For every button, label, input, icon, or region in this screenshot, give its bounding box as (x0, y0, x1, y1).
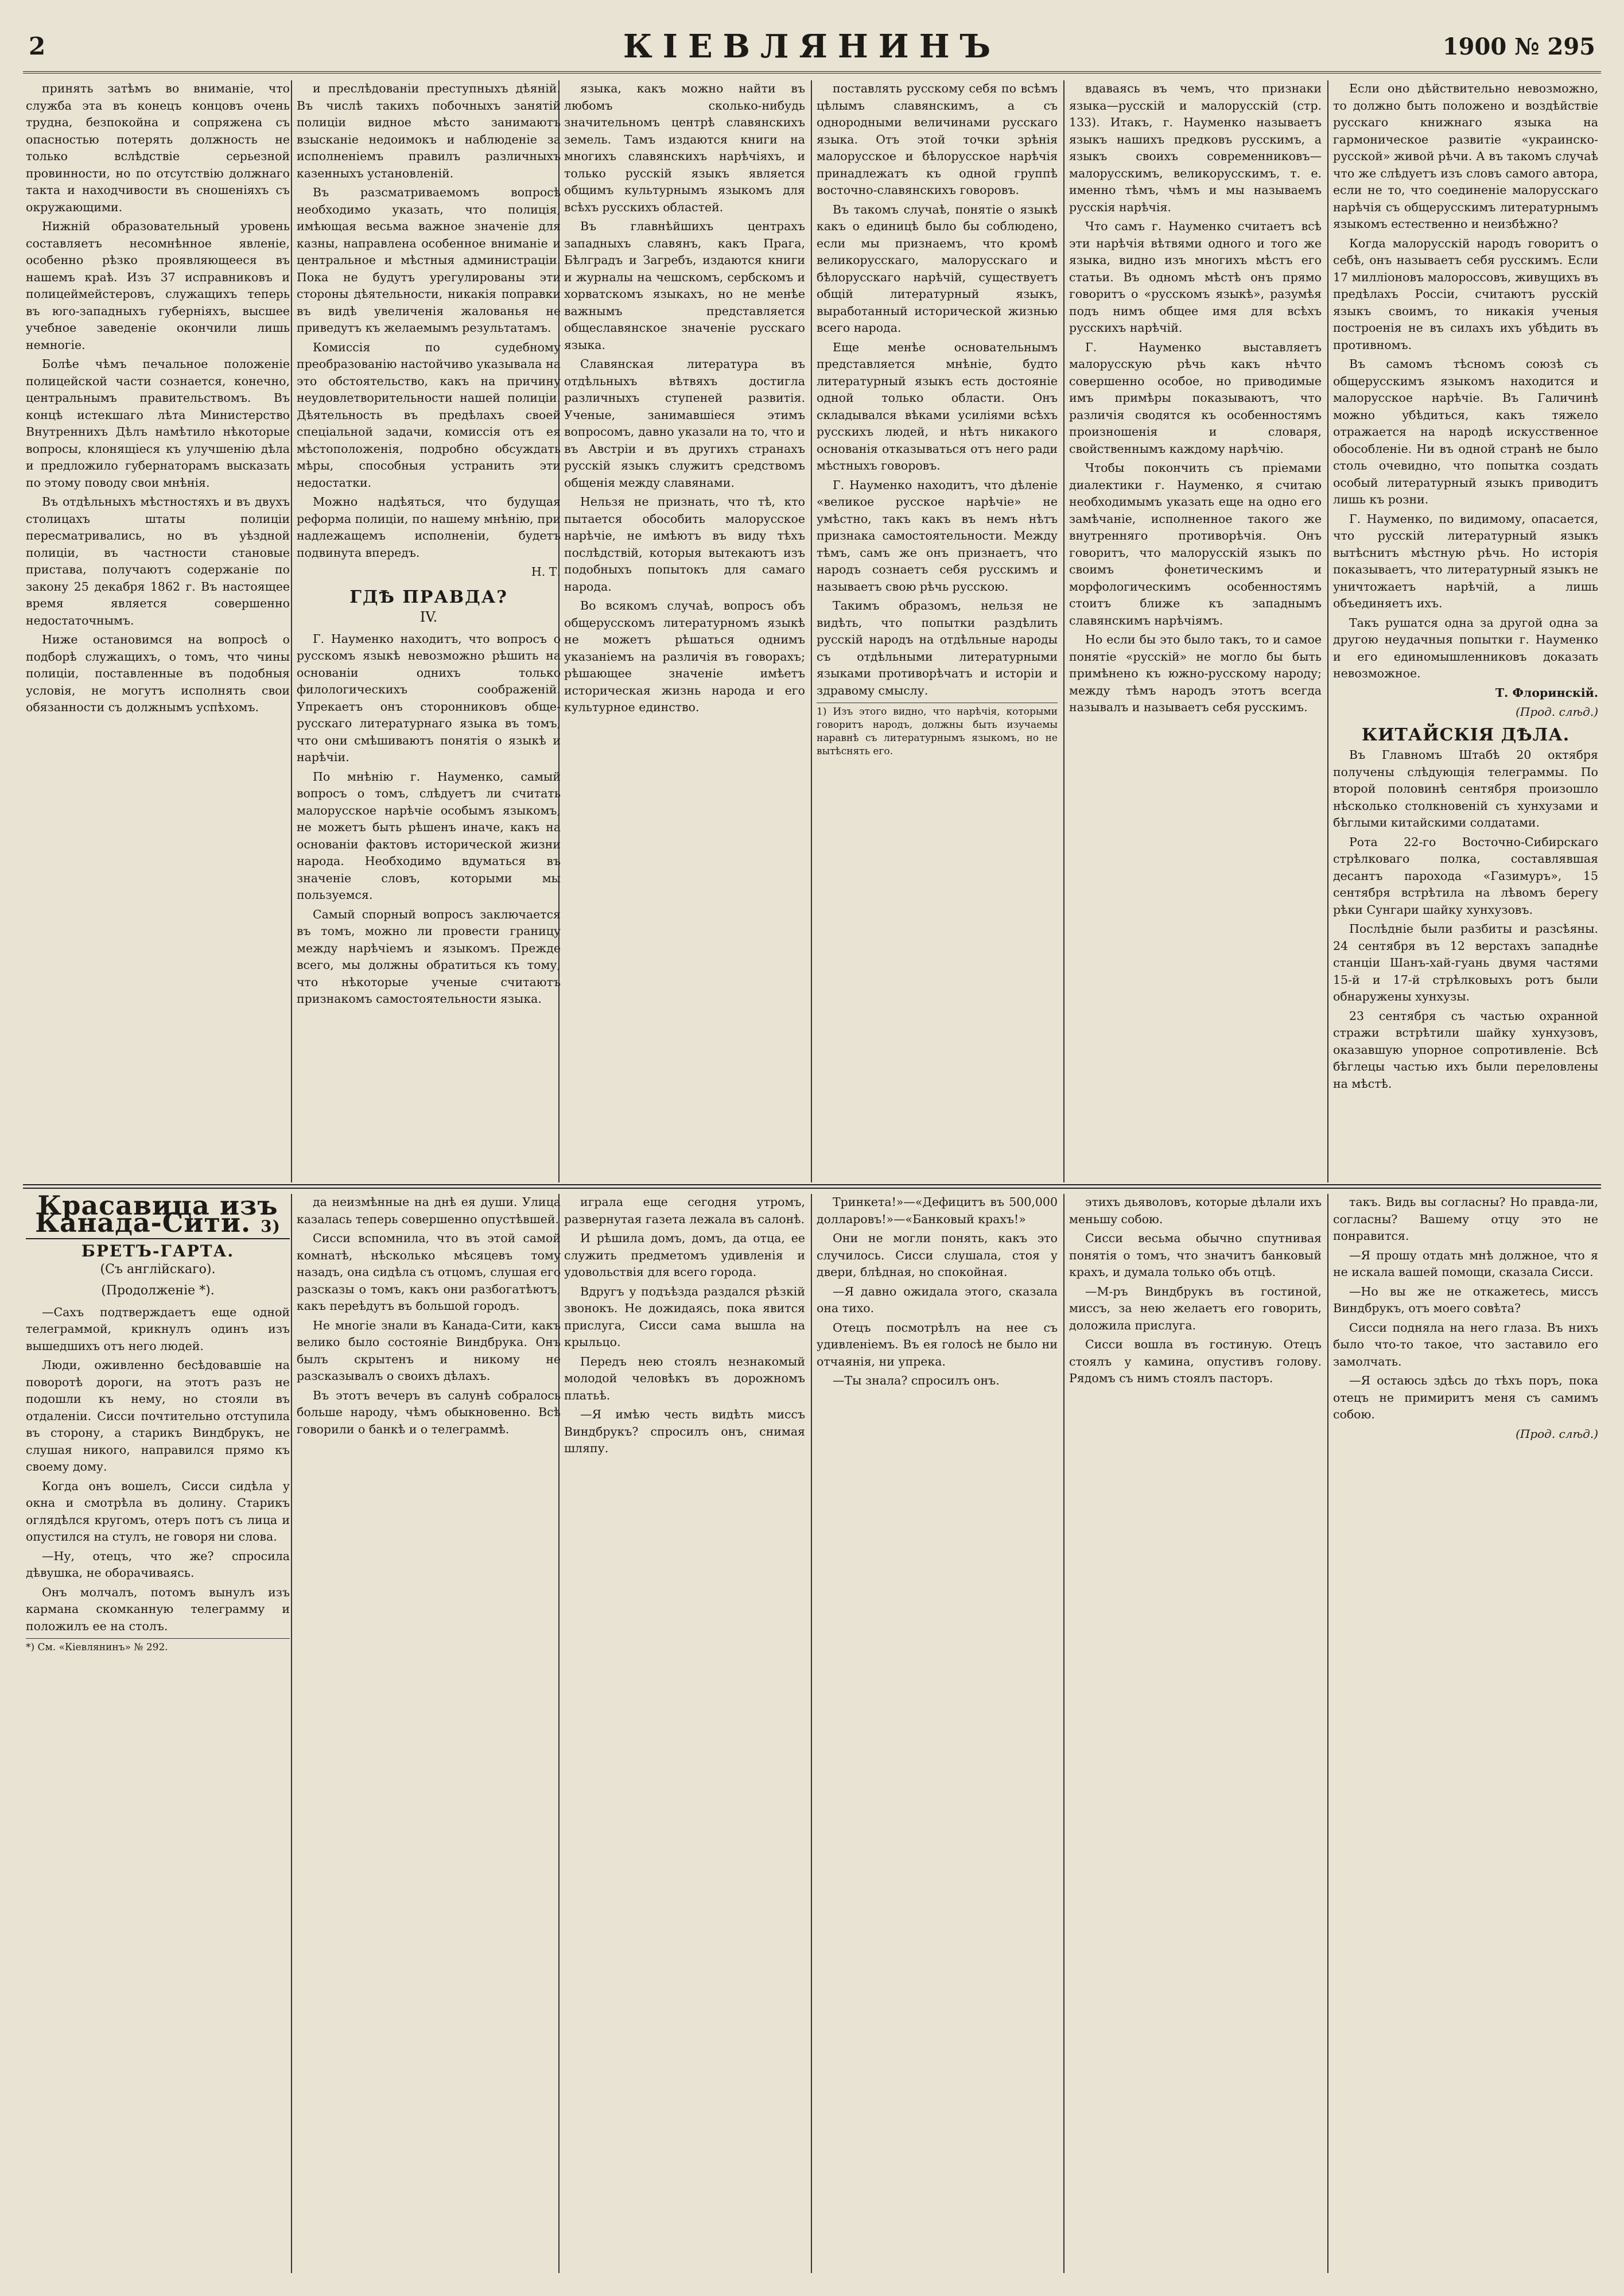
newspaper-title: КІЕВЛЯНИНЪ (623, 28, 1001, 65)
column-rule (1327, 80, 1328, 1182)
paragraph: Еще менѣе основательнымъ представляется мнѣніе, будто литературный языкъ есть достояніе одной только области. Онъ складывался вѣками усиліями всѣхъ русскихъ людей, и нѣтъ никакого основанія отказываться отъ него ради мѣстныхъ говоровъ. (817, 340, 1058, 472)
feuilleton-text-4 (817, 1194, 1058, 1390)
top-column-6 (1333, 80, 1598, 1180)
paragraph: Такъ рушатся одна за другой одна за другою неудачныя попытки г. Науменко и его единомышленниковъ доказать невозможное. (1333, 615, 1598, 680)
column-rule (291, 1194, 292, 2273)
paragraph: —Сахъ подтверждаетъ еще одной телеграммой, крикнулъ одинъ изъ вышедшихъ отъ него людей. (26, 1305, 290, 1353)
serial-continuation-note: (Продолженіе *). (101, 1283, 215, 1298)
top-column-1 (26, 80, 290, 1180)
feuilleton-column-3 (564, 1194, 805, 2273)
article-signature: Н. Т. (531, 565, 561, 579)
serial-title (26, 1194, 290, 1239)
paragraph: Нельзя не признать, что тѣ, кто пытается обособить малорусское нарѣчіе, не имѣютъ въ виду тѣхъ послѣдствій, которыя вытекаютъ изъ подобныхъ попытокъ для самаго народа. (564, 495, 805, 594)
paragraph: играла еще сегодня утромъ, развернутая газета лежала въ салонѣ. (564, 1195, 805, 1226)
paragraph: Онъ молчалъ, потомъ вынулъ изъ кармана скомканную телеграмму и положилъ ее на столъ. (26, 1585, 290, 1633)
feuilleton-column-1 (26, 1194, 290, 2273)
article-signature: Т. Флоринскій. (1495, 685, 1598, 700)
article-chinese-affairs (1333, 747, 1598, 1092)
paragraph: этихъ дьяволовъ, которые дѣлали ихъ меньшу собою. (1069, 1195, 1322, 1226)
paragraph: Въ такомъ случаѣ, понятіе о языкѣ какъ о единицѣ было бы соблюдено, если мы признаемъ, что кромѣ великорусскаго, малорусскаго и бѣлорусскаго нарѣчій, существуетъ общій литературный языкъ, выработанный исторической жизнью всего народа. (817, 202, 1058, 335)
column-rule (1063, 1194, 1064, 2273)
top-column-2 (297, 80, 561, 1180)
paragraph: Они не могли понять, какъ это случилось. Сисси слушала, стоя у двери, блѣдная, но спокойная. (817, 1231, 1058, 1279)
feuilleton-column-2 (297, 1194, 561, 2273)
paragraph: Сисси подняла на него глаза. Въ нихъ было что-то такое, что заставило его замолчать. (1333, 1320, 1598, 1368)
paragraph: Когда малорусскій народъ говоритъ о себѣ, онъ называетъ себя русскимъ. Если 17 милліоновъ малороссовъ, живущихъ въ предѣлахъ Россіи, считаютъ русскій языкъ своимъ, то никакія ученыя построенія не въ силахъ ихъ убѣдить въ противномъ. (1333, 236, 1598, 352)
feuilleton-text-6 (1333, 1194, 1598, 1424)
paragraph: Сисси весьма обычно спутнивая понятія о томъ, что значитъ банковый крахъ, и думала только объ отцѣ. (1069, 1231, 1322, 1279)
continued-note: (Прод. слѣд.) (1516, 705, 1598, 719)
article-where-truth-part5 (1333, 80, 1598, 682)
paragraph: Послѣдніе были разбиты и разсѣяны. 24 сентября въ 12 верстахъ западнѣе станціи Шанъ-хай-гуань двумя частями 15-й и 17-й стрѣлковыхъ ротъ были обнаружены хунхузы. (1333, 922, 1598, 1003)
feuilleton-divider (23, 1184, 1601, 1189)
paragraph: да неизмѣнные на днѣ ея души. Улица казалась теперь совершенно опустѣвшей. (297, 1195, 561, 1226)
top-column-5 (1069, 80, 1322, 1180)
section-title-chinese-affairs: КИТАЙСКІЯ ДѢЛА. (1361, 724, 1570, 745)
feuilleton-column-5 (1069, 1194, 1322, 2273)
continued-note: (Прод. слѣд.) (1516, 1426, 1598, 1441)
footnote: *) См. «Кіевлянинъ» № 292. (26, 1638, 290, 1654)
paragraph: —Я остаюсь здѣсь до тѣхъ поръ, пока отецъ не примиритъ меня съ самимъ собою. (1333, 1374, 1598, 1421)
paragraph: Славянская литература въ отдѣльныхъ вѣтвяхъ достигла различныхъ ступеней развитія. Ученые, занимавшіеся этимъ вопросомъ, давно указали на то, что и въ Австріи и въ другихъ странахъ русскій языкъ служитъ средствомъ общенія между славянами. (564, 357, 805, 490)
paragraph: И рѣшила домъ, домъ, да отца, ее служить предметомъ удивленія и удовольствія для всего города. (564, 1231, 805, 1279)
article-where-truth-part2 (564, 80, 805, 716)
article-polizia-part2 (297, 80, 561, 561)
paragraph: Передъ нею стоялъ незнакомый молодой человѣкъ въ дорожномъ платьѣ. (564, 1354, 805, 1402)
paragraph: —Я давно ожидала этого, сказала она тихо. (817, 1284, 1058, 1315)
paragraph: Сисси вспомнила, что въ этой самой комнатѣ, нѣсколько мѣсяцевъ тому назадъ, она сидѣла съ отцомъ, слушая его разсказы о томъ, какъ они разбогатѣютъ, какъ переѣдутъ въ большой городъ. (297, 1231, 561, 1313)
serial-number: 3) (261, 1216, 281, 1236)
paragraph: Нижній образовательный уровень составляетъ несомнѣнное явленіе, особенно рѣзко проявляющееся въ нашемъ краѣ. Изъ 37 исправниковъ и полицеймейстеровъ, служащихъ теперь въ юго-западныхъ губерніяхъ, высшее учебное заведеніе окончили лишь немногіе. (26, 219, 290, 352)
column-rule (1327, 1194, 1328, 2273)
feuilleton-column-4 (817, 1194, 1058, 2273)
column-rule (811, 1194, 812, 2273)
footnote: 1) Изъ этого видно, что нарѣчія, которыми говоритъ народъ, должны быть изучаемы наравнѣ съ литературнымъ языкомъ, но не вытѣснять его. (817, 703, 1058, 758)
paragraph: Г. Науменко находитъ, что вопросъ о русскомъ языкѣ невозможно рѣшить на основаніи однихъ только филологическихъ соображеній. Упрекаетъ онъ сторонниковъ обще-русскаго литературнаго языка въ томъ, что они смѣшиваютъ понятія о языкѣ и нарѣчіи. (297, 631, 561, 764)
top-column-3 (564, 80, 805, 1180)
paragraph: Г. Науменко выставляетъ малорусскую рѣчь какъ нѣчто совершенно особое, но приводимые имъ примѣры показываютъ, что различія сводятся къ особенностямъ произношенія и словаря, свойственнымъ каждому нарѣчію. (1069, 340, 1322, 456)
masthead (23, 26, 1601, 73)
paragraph: Въ разсматриваемомъ вопросѣ необходимо указать, что полиція, имѣющая весьма важное значеніе для казны, направлена особенное вниманіе и центральное и мѣстныя администраціи. Пока не будутъ урегулированы эти стороны дѣятельности, никакія поправки въ видѣ увеличенія жалованья не приведутъ къ желаемымъ результатамъ. (297, 185, 561, 335)
article-where-truth-start (297, 631, 561, 1008)
paragraph: Такимъ образомъ, нельзя не видѣть, что попытки раздѣлить русскій народъ на отдѣльные народы съ отдѣльными литературными языками противорѣчатъ и исторіи и здравому смыслу. (817, 599, 1058, 697)
page-number: 2 (29, 32, 46, 60)
issue-number: 1900 № 295 (1442, 33, 1595, 60)
paragraph: Когда онъ вошелъ, Сисси сидѣла у окна и смотрѣла въ долину. Старикъ оглядѣлся кругомъ, отеръ потъ съ лица и опустился на стулъ, не говоря ни слова. (26, 1479, 290, 1543)
paragraph: Въ главнѣйшихъ центрахъ западныхъ славянъ, какъ Прага, Бѣлградъ и Загребъ, издаются книги и журналы на чешскомъ, сербскомъ и хорватскомъ языкахъ, но не менѣе важнымъ представляется общеславянское значеніе русскаго языка. (564, 219, 805, 352)
paragraph: Люди, оживленно бесѣдовавшіе на поворотѣ дороги, на этотъ разъ не подошли къ нему, но стояли въ отдаленіи. Сисси почтительно отступила въ сторону, а старикъ Виндбрукъ, не слушая никого, направился прямо къ своему дому. (26, 1358, 290, 1473)
column-rule (811, 80, 812, 1182)
feuilleton-text-1 (26, 1304, 290, 1635)
feuilleton-column-6 (1333, 1194, 1598, 2273)
paragraph: —Ты знала? спросилъ онъ. (833, 1374, 1000, 1387)
paragraph: Чтобы покончить съ пріемами диалектики г. Науменко, я считаю необходимымъ указать еще на одно его замѣчаніе, исполненное такого же внутренняго противорѣчія. Онъ говоритъ, что малорусскій языкъ по своимъ фонетическимъ и морфологическимъ особенностямъ стоитъ ближе къ западнымъ славянскимъ нарѣчіямъ. (1069, 461, 1322, 627)
paragraph: Въ самомъ тѣсномъ союзѣ съ общерусскимъ языкомъ находится и малорусское нарѣчіе. Въ Галичинѣ можно убѣдиться, какъ тяжело отражается на народѣ искусственное обособленіе. Ни въ одной странѣ не было столь очевидно, что попытка создать особый литературный языкъ приводитъ лишь къ розни. (1333, 357, 1598, 506)
feuilleton-text-3 (564, 1194, 805, 1457)
paragraph: Что самъ г. Науменко считаетъ всѣ эти нарѣчія вѣтвями одного и того же языка, видно изъ многихъ мѣстъ его статьи. Въ одномъ мѣстѣ онъ прямо говоритъ о «русскомъ языкѣ», разумѣя подъ нимъ общее имя для всѣхъ русскихъ нарѣчій. (1069, 219, 1322, 335)
paragraph: Во всякомъ случаѣ, вопросъ объ общерусскомъ литературномъ языкѣ не можетъ рѣшаться однимъ указаніемъ на различія въ говорахъ; рѣшающее значеніе имѣетъ историческая жизнь народа и его культурное единство. (564, 599, 805, 714)
serial-title-text: Красавица изъ Канада-Сити. (35, 1194, 278, 1238)
paragraph: Въ Главномъ Штабѣ 20 октября получены слѣдующія телеграммы. По второй половинѣ сентября произошло нѣсколько столкновеній съ хунхузами и бѣглыми китайскими солдатами. (1333, 748, 1598, 829)
paragraph: Болѣе чѣмъ печальное положеніе полицейской части сознается, конечно, центральнымъ правительствомъ. Въ концѣ истекшаго лѣта Министерство Внутреннихъ Дѣлъ намѣтило нѣкоторые вопросы, клонящіеся къ улучшенію дѣла и предложило губернаторамъ высказать по этому поводу свои мнѣнія. (26, 357, 290, 490)
paragraph: принять затѣмъ во вниманіе, что служба эта въ конецъ концовъ очень трудна, безпокойна и сопряжена съ опасностью потерять должность не только вслѣдствіе серьезной провинности, но по отсутствію должнаго такта и находчивости въ сношеніяхъ съ окружающими. (26, 82, 290, 214)
article-polizia-part1 (26, 80, 290, 716)
paragraph: Комиссія по судебному преобразованію настойчиво указывала на это обстоятельство, какъ на причину неудовлетворительности нашей полиціи. Дѣятельность въ предѣлахъ своей спеціальной задачи, комиссія отъ ея мѣстоположенія, подробно обсуждать мѣры, способныя устранить эти недостатки. (297, 340, 561, 490)
serial-translation-note: (Съ англійскаго). (100, 1262, 216, 1277)
paragraph: и преслѣдованіи преступныхъ дѣяній. Въ числѣ такихъ побочныхъ занятій полиціи видное мѣсто занимаютъ взысканіе недоимокъ и наблюденіе за исполненіемъ правилъ различныхъ казенныхъ установленій. (297, 82, 561, 180)
paragraph: Ниже остановимся на вопросѣ о подборѣ служащихъ, о томъ, что чины полиціи, поставленные въ подобныя условія, не могутъ исполнять свои обязанности съ должнымъ успѣхомъ. (26, 633, 290, 714)
paragraph: вдаваясь въ чемъ, что признаки языка—русскій и малорусскій (стр. 133). Итакъ, г. Науменко называетъ языкъ нашихъ предковъ русскимъ, а языкъ своихъ современниковъ—малорусскимъ, великорусскимъ, т. е. именно тѣмъ, чѣмъ и мы называемъ русскія нарѣчія. (1069, 82, 1322, 214)
paragraph: Въ этотъ вечеръ въ салунѣ собралось больше народу, чѣмъ обыкновенно. Всѣ говорили о банкѣ и о телеграммѣ. (297, 1388, 561, 1436)
paragraph: —Но вы же не откажетесь, миссъ Виндбрукъ, отъ моего совѣта? (1333, 1284, 1598, 1315)
feuilleton-text-2 (297, 1194, 561, 1438)
paragraph: Вдругъ у подъѣзда раздался рѣзкій звонокъ. Не дожидаясь, пока явится прислуга, Сисси сама вышла на крыльцо. (564, 1284, 805, 1349)
paragraph: такъ. Видь вы согласны? Но правда-ли, согласны? Вашему отцу это не понравится. (1333, 1195, 1598, 1243)
paragraph: Самый спорный вопросъ заключается въ томъ, можно ли провести границу между нарѣчіемъ и языкомъ. Прежде всего, мы должны обратиться къ тому, что нѣкоторые ученые считаютъ признакомъ самостоятельности языка. (297, 907, 561, 1006)
feuilleton-text-5 (1069, 1194, 1322, 1387)
paragraph: Въ отдѣльныхъ мѣстностяхъ и въ двухъ столицахъ штаты полиціи пересматривались, но въ уѣздной полиціи, въ частности становые пристава, получаютъ содержаніе по закону 25 декабря 1862 г. Въ настоящее время является совершенно недостаточнымъ. (26, 495, 290, 627)
paragraph: —М-ръ Виндбрукъ въ гостиной, миссъ, за нею желаетъ его говорить, доложила прислуга. (1069, 1284, 1322, 1332)
paragraph: —Ну, отецъ, что же? спросила дѣвушка, не оборачиваясь. (26, 1549, 290, 1580)
paragraph: Рота 22-го Восточно-Сибирскаго стрѣлковаго полка, составлявшая десантъ парохода «Газимуръ», 15 сентября встрѣтила на лѣвомъ берегу рѣки Сунгари шайку хунхузовъ. (1333, 835, 1598, 917)
serial-author: БРЕТЪ-ГАРТА. (81, 1242, 235, 1261)
paragraph: Но если бы это было такъ, то и самое понятіе «русскій» не могло бы быть примѣнено къ южно-русскому народу; между тѣмъ народъ этотъ всегда называлъ и называетъ себя русскимъ. (1069, 633, 1322, 714)
article-where-truth-part4 (1069, 80, 1322, 716)
paragraph: Не многіе знали въ Канада-Сити, какъ велико было состояніе Виндбрука. Онъ былъ скрытенъ и никому не разсказывалъ о своихъ дѣлахъ. (297, 1318, 561, 1383)
top-column-4 (817, 80, 1058, 1180)
paragraph: языка, какъ можно найти въ любомъ сколько-нибудь значительномъ центрѣ славянскихъ земель. Тамъ издаются книги на многихъ славянскихъ нарѣчіяхъ, и только русскій языкъ является общимъ культурнымъ языкомъ для всѣхъ русскихъ областей. (564, 82, 805, 214)
paragraph: По мнѣнію г. Науменко, самый вопросъ о томъ, слѣдуетъ ли считать малорусское нарѣчіе особымъ языкомъ, не можетъ быть рѣшенъ иначе, какъ на основаніи фактовъ исторической жизни народа. Необходимо вдуматься въ значеніе словъ, которыми мы пользуемся. (297, 769, 561, 902)
paragraph: Можно надѣяться, что будущая реформа полиціи, по нашему мнѣнію, при надлежащемъ исполненіи, будетъ подвинута впередъ. (297, 495, 561, 560)
paragraph: Г. Науменко находитъ, что дѣленіе «великое русское нарѣчіе» не умѣстно, такъ какъ въ немъ нѣтъ признака самостоятельности. Между тѣмъ, самъ же онъ признаетъ, что народъ сознаетъ себя русскимъ и называетъ свою рѣчь русскою. (817, 478, 1058, 594)
paragraph: —Я имѣю честь видѣть миссъ Виндбрукъ? спросилъ онъ, снимая шляпу. (564, 1407, 805, 1455)
paragraph: Если оно дѣйствительно невозможно, то должно быть положено и воздѣйствіе русскаго книжнаго языка на гармоническое развитіе «украинско-русской» живой рѣчи. А въ такомъ случаѣ что же слѣдуетъ изъ словъ самого автора, если не то, что соединеніе малорусскаго нарѣчія съ общерусскимъ литературнымъ языкомъ естественно и неизбѣжно? (1333, 82, 1598, 231)
paragraph: Г. Науменко, по видимому, опасается, что русскій литературный языкъ вытѣснитъ мѣстную рѣчь. Но исторія показываетъ, что литературный языкъ не уничтожаетъ нарѣчій, а лишь объединяетъ ихъ. (1333, 511, 1598, 610)
paragraph: поставлять русскому себя по всѣмъ цѣлымъ славянскимъ, а съ однородными величинами русскаго языка. Отъ этой точки зрѣнія малорусское и бѣлорусское нарѣчія принадлежатъ къ одной группѣ восточно-славянскихъ говоровъ. (817, 82, 1058, 197)
section-title-where-truth: ГДѢ ПРАВДА? (349, 587, 508, 607)
paragraph: Отецъ посмотрѣлъ на нее съ удивленіемъ. Въ ея голосѣ не было ни отчаянія, ни упрека. (817, 1320, 1058, 1368)
column-rule (291, 80, 292, 1182)
paragraph: Сисси вошла въ гостиную. Отецъ стоялъ у камина, опустивъ голову. Рядомъ съ нимъ стоялъ пасторъ. (1069, 1337, 1322, 1385)
paragraph: —Я прошу отдать мнѣ должное, что я не искала вашей помощи, сказала Сисси. (1333, 1248, 1598, 1279)
paragraph: 23 сентября съ частью охранной стражи встрѣтили шайку хунхузовъ, оказавшую упорное сопротивленіе. Всѣ бѣглецы частью ихъ были переловлены на мѣстѣ. (1333, 1009, 1598, 1091)
column-rule (1063, 80, 1064, 1182)
section-part-number: IV. (419, 609, 438, 625)
article-where-truth-part3 (817, 80, 1058, 699)
paragraph: Тринкета!»—«Дефицитъ въ 500,000 долларовъ!»—«Банковый крахъ!» (817, 1195, 1058, 1226)
